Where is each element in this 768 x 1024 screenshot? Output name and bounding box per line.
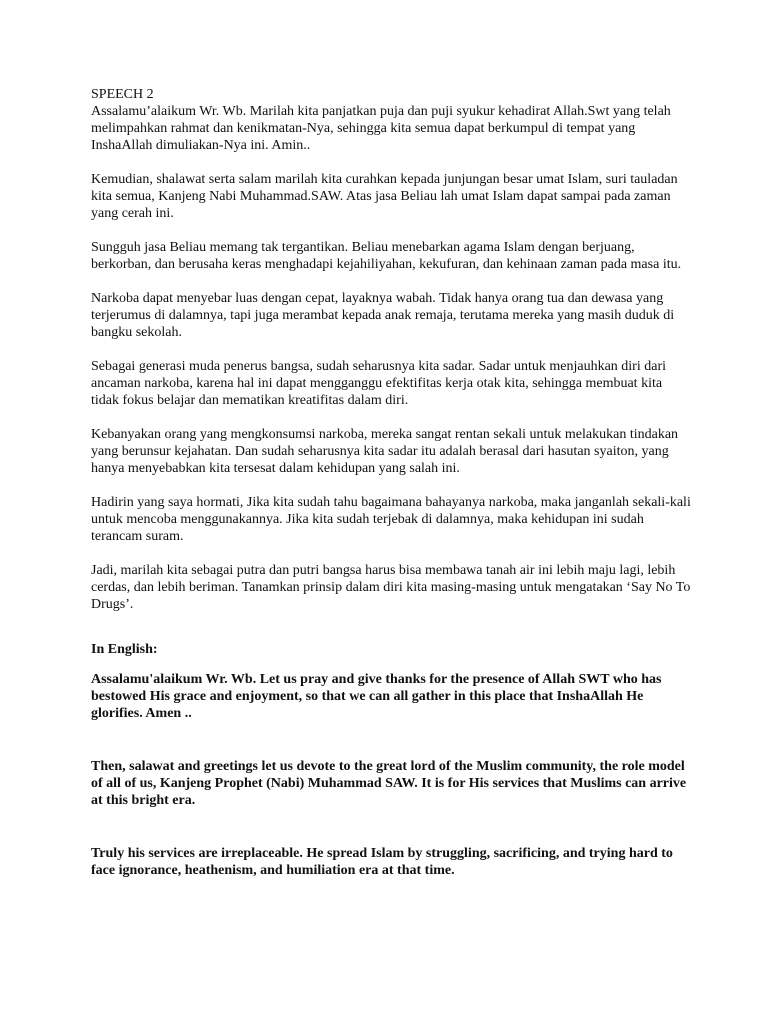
paragraph-closing: Jadi, marilah kita sebagai putra dan putri bangsa harus bisa membawa tanah air ini lebih maju lagi, lebih cerdas, dan lebih beriman. Tanamkan prinsip dalam diri kita masing-masing untuk mengatakan ‘Say No To Drugs’.	[91, 563, 691, 612]
paragraph-jasa-beliau: Sungguh jasa Beliau memang tak tergantikan. Beliau menebarkan agama Islam dengan berjuang, berkorban, dan berusaha keras menghadapi kejahiliyahan, kekufuran, dan kehinaan zaman pada masa itu.	[91, 240, 682, 272]
paragraph-shalawat: Kemudian, shalawat serta salam marilah kita curahkan kepada junjungan besar umat Islam, suri tauladan kita semua, Kanjeng Nabi Muhammad.SAW. Atas jasa Beliau lah umat Islam dapat sampai pada zaman yang cerah ini.	[91, 172, 678, 221]
paragraph-narkoba-wabah: Narkoba dapat menyebar luas dengan cepat, layaknya wabah. Tidak hanya orang tua dan dewasa yang terjerumus di dalamnya, tapi juga merambat kepada anak remaja, terutama mereka yang masih duduk di bangku sekolah.	[91, 291, 675, 340]
english-heading: In English:	[91, 642, 158, 657]
paragraph-generasi-muda: Sebagai generasi muda penerus bangsa, sudah seharusnya kita sadar. Sadar untuk menjauhkan diri dari ancaman narkoba, karena hal ini dapat mengganggu efektifitas kerja otak kita, sehingga membuat kita tidak fokus belajar dan mematikan kreatifitas dalam diri.	[91, 359, 666, 408]
paragraph-opening-greeting: Assalamu’alaikum Wr. Wb. Marilah kita panjatkan puja dan puji syukur kehadirat Allah.Swt yang telah melimpahkan rahmat dan kenikmatan-Nya, sehingga kita semua dapat berkumpul di tempat yang InshaAllah dimuliakan-Nya ini. Amin..	[91, 104, 671, 153]
document-page	[91, 86, 691, 915]
english-paragraph-greeting: Assalamu'alaikum Wr. Wb. Let us pray and give thanks for the presence of Allah SWT who has bestowed His grace and enjoyment, so that we can all gather in this place that InshaAllah He glorifies. Amen ..	[91, 672, 662, 721]
paragraph-hadirin: Hadirin yang saya hormati, Jika kita sudah tahu bagaimana bahayanya narkoba, maka janganlah sekali-kali untuk mencoba menggunakannya. Jika kita sudah terjebak di dalamnya, maka kehidupan ini sudah terancam suram.	[91, 495, 691, 544]
document-title: SPEECH 2	[91, 87, 154, 102]
english-paragraph-salawat: Then, salawat and greetings let us devote to the great lord of the Muslim community, the role model of all of us, Kanjeng Prophet (Nabi) Muhammad SAW. It is for His services that Muslims can arrive at this bright era.	[91, 759, 687, 808]
english-paragraph-services: Truly his services are irreplaceable. He spread Islam by struggling, sacrificing, and trying hard to face ignorance, heathenism, and humiliation era at that time.	[91, 846, 673, 878]
paragraph-kejahatan: Kebanyakan orang yang mengkonsumsi narkoba, mereka sangat rentan sekali untuk melakukan tindakan yang berunsur kejahatan. Dan sudah seharusnya kita sadar itu adalah berasal dari hasutan syaiton, yang hanya menyebabkan kita tersesat dalam kehidupan yang salah ini.	[91, 427, 679, 476]
